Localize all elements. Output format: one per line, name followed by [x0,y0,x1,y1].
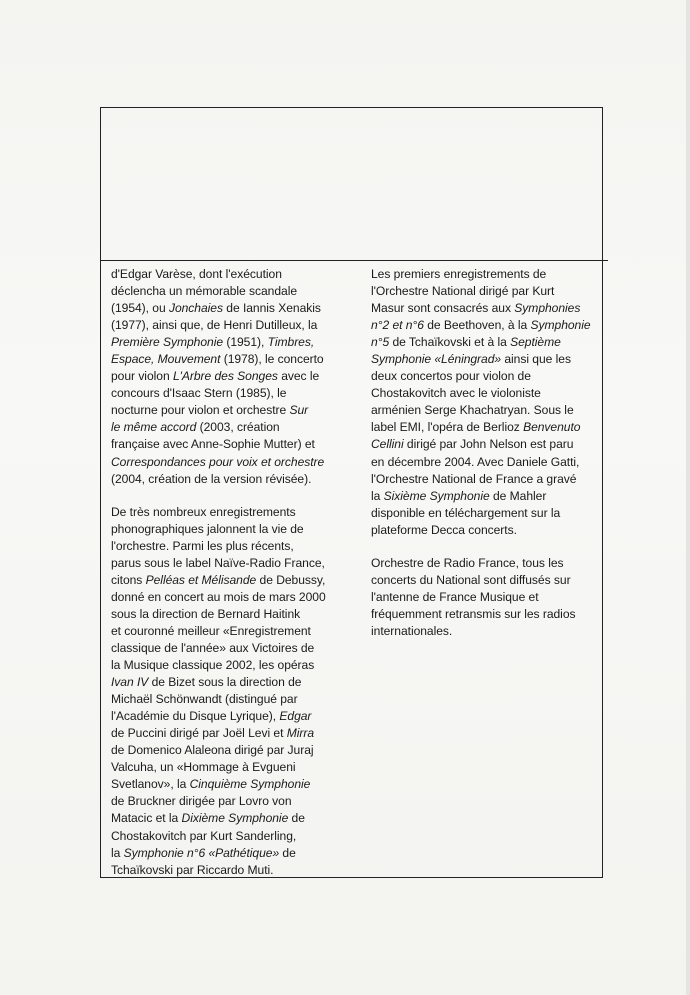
italic-title: Première Symphonie [111,335,224,350]
text-line [111,674,359,691]
text-line [371,351,607,368]
italic-title: n°5 [371,335,390,350]
italic-title: Septième [510,335,561,350]
text-run: de Domenico Alaleona dirigé par Juraj [111,743,314,758]
text-run: (2004, création de la version révisée). [111,471,312,486]
text-run: De très nombreux enregistrements [111,504,296,519]
text-run: l'Orchestre National de France a gravé [371,471,577,486]
text-run: concerts du National sont diffusés sur [371,572,571,587]
text-run: de Tchaïkovski et à la [389,335,511,350]
text-line [111,266,359,283]
text-line [111,436,359,453]
text-run: de Bruckner dirigée par Lovro von [111,794,292,809]
text-run: Valcuha, un «Hommage à Evgueni [111,760,296,775]
italic-title: Benvenuto [523,420,581,435]
text-line [371,488,607,505]
italic-title: Sur [289,403,309,418]
right-column [371,266,607,656]
text-line [111,793,359,810]
text-run: la [371,488,384,503]
text-line [111,419,359,436]
text-run: l'Orchestre National dirigé par Kurt [371,284,555,299]
text-run: avec le [277,369,320,384]
text-line [111,555,359,572]
text-run: arménien Serge Khachatryan. Sous le [371,403,574,418]
text-run: (1977), ainsi que, de Henri Dutilleux, la [111,318,318,333]
italic-title: Espace, Mouvement [111,352,221,367]
italic-title: Dixième Symphonie [181,811,289,826]
text-line [371,454,607,471]
italic-title: Symphonie [530,318,591,333]
italic-title: Correspondances pour voix et orchestre [111,454,325,469]
paragraph [371,555,607,640]
italic-title: Pelléas et Mélisande [145,572,257,587]
italic-title: le même accord [111,420,197,435]
text-run: Chostakovitch avec le violoniste [371,386,541,401]
text-line [111,317,359,334]
text-run: concours d'Isaac Stern (1985), le [111,386,287,401]
text-run: ainsi que les [501,352,571,367]
paragraph [111,266,359,488]
text-line [371,572,607,589]
text-run: disponible en téléchargement sur la [371,505,561,520]
italic-title: Jonchaies [168,301,223,316]
text-run: citons [111,572,146,587]
text-line [111,640,359,657]
italic-title: Timbres, [267,335,315,350]
text-line [111,708,359,725]
text-run: d'Edgar Varèse, dont l'exécution [111,267,282,281]
text-run: de Debussy, [256,572,326,587]
italic-title: Cinquième Symphonie [189,777,311,792]
text-run: déclencha un mémorable scandale [111,284,298,299]
text-run: la Musique classique 2002, les opéras [111,658,315,673]
text-line [371,471,607,488]
text-line [111,828,359,845]
text-line [111,776,359,793]
text-line [111,351,359,368]
text-line [371,402,607,419]
text-run: la [111,845,124,860]
text-line [371,606,607,623]
text-line [371,317,607,334]
text-run: nocturne pour violon et orchestre [111,403,290,418]
text-line [371,436,607,453]
text-run: (1954), ou [111,301,169,316]
italic-title: Symphonie «Léningrad» [371,352,502,367]
text-line [371,368,607,385]
text-line [111,657,359,674]
paragraph [371,266,607,539]
text-run: (2003, création [196,420,280,435]
text-line [371,623,607,640]
text-run: de [288,811,305,826]
text-run: l'antenne de France Musique et [371,589,539,604]
text-run: Tchaïkovski par Riccardo Muti. [111,862,274,877]
text-line [371,266,607,283]
paragraph [111,504,359,879]
text-line [111,283,359,300]
text-run: Chostakovitch par Kurt Sanderling, [111,828,297,843]
text-run: de Puccini dirigé par Joël Levi et [111,726,287,741]
text-run: classique de l'année» aux Victoires de [111,640,315,655]
text-line [371,555,607,572]
text-line [111,742,359,759]
text-run: en décembre 2004. Avec Daniele Gatti, [371,454,580,469]
text-run: Svetlanov», la [111,777,190,792]
text-line [111,725,359,742]
text-line [111,810,359,827]
text-line [371,334,607,351]
text-line [111,862,359,879]
text-line [111,538,359,555]
italic-title: Symphonie n°6 «Pathétique» [123,845,280,860]
text-line [111,623,359,640]
text-line [111,454,359,471]
text-run: plateforme Decca concerts. [371,522,517,537]
text-line [111,572,359,589]
text-run: Matacic et la [111,811,182,826]
text-run: label EMI, l'opéra de Berlioz [371,420,524,435]
text-run: et couronné meilleur «Enregistrement [111,623,311,638]
text-line [111,300,359,317]
text-line [111,334,359,351]
text-run: pour violon [111,369,173,384]
text-line [371,419,607,436]
text-run: de Bizet sous la direction de [148,675,302,690]
text-line [111,385,359,402]
text-line [371,505,607,522]
text-line [371,283,607,300]
frame-divider [100,260,608,261]
text-line [111,521,359,538]
text-line [371,522,607,539]
text-line [111,471,359,488]
text-run: donné en concert au mois de mars 2000 [111,589,326,604]
text-run: parus sous le label Naïve-Radio France, [111,555,325,570]
italic-title: Edgar [279,709,312,724]
italic-title: Symphonies [514,301,581,316]
text-run: deux concertos pour violon de [371,369,531,384]
text-run: de Mahler [489,488,547,503]
text-line [371,300,607,317]
text-line [111,845,359,862]
text-line [111,759,359,776]
page-edge [686,0,690,995]
text-run: de Iannis Xenakis [222,301,321,316]
italic-title: Cellini [371,437,404,452]
text-run: fréquemment retransmis sur les radios [371,606,576,621]
text-run: sous la direction de Bernard Haitink [111,606,301,621]
text-line [111,606,359,623]
text-line [371,385,607,402]
text-run: l'orchestre. Parmi les plus récents, [111,538,294,553]
text-line [111,368,359,385]
italic-title: Ivan IV [111,675,149,690]
text-run: (1951), [223,335,268,350]
italic-title: Sixième Symphonie [383,488,490,503]
italic-title: Mirra [286,726,315,741]
text-run: française avec Anne-Sophie Mutter) et [111,437,315,452]
text-run: Les premiers enregistrements de [371,267,547,281]
text-run: Orchestre de Radio France, tous les [371,555,564,570]
text-run: de [279,845,296,860]
italic-title: n°2 et n°6 [371,318,424,333]
text-line [111,691,359,708]
text-line [111,402,359,419]
italic-title: L'Arbre des Songes [172,369,278,384]
text-run: internationales. [371,623,453,638]
text-run: de Beethoven, à la [423,318,531,333]
text-line [371,589,607,606]
text-run: l'Académie du Disque Lyrique), [111,709,280,724]
text-run: Masur sont consacrés aux [371,301,515,316]
text-line [111,504,359,521]
text-run: phonographiques jalonnent la vie de [111,521,304,536]
text-run: dirigé par John Nelson est paru [403,437,574,452]
text-line [111,589,359,606]
text-run: (1978), le concerto [220,352,324,367]
text-run: Michaël Schönwandt (distingué par [111,692,298,707]
left-column [111,266,359,895]
